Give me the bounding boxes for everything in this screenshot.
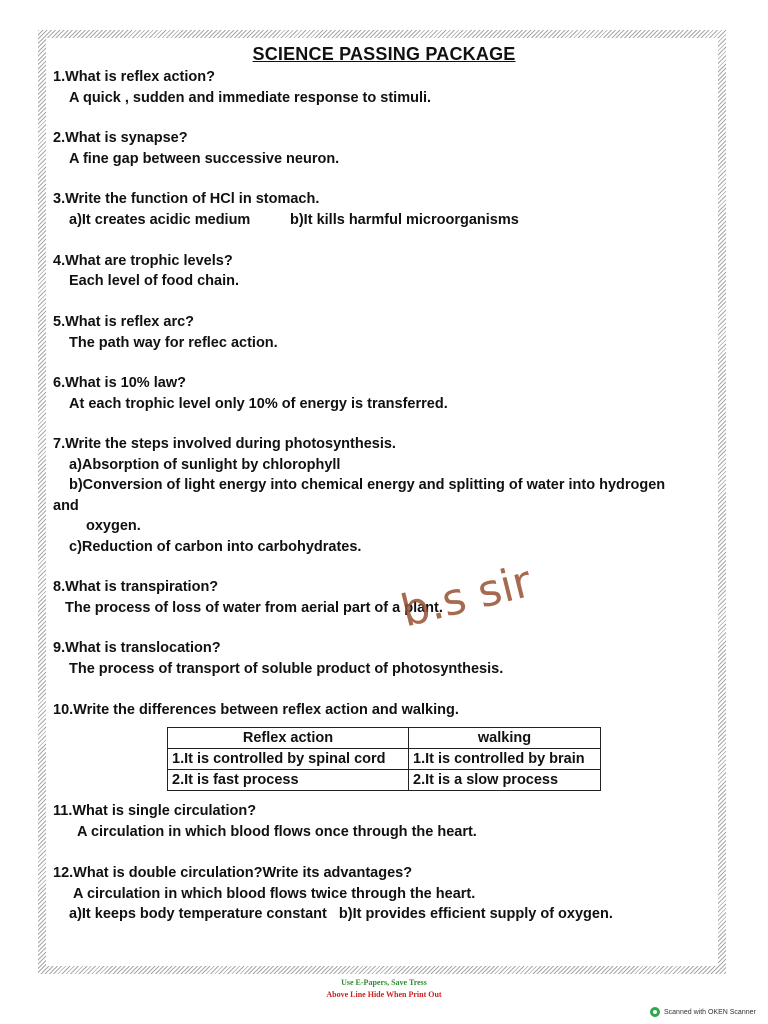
question-2: 2.What is synapse? xyxy=(53,130,188,146)
table-cell: 2.It is a slow process xyxy=(409,770,601,791)
question-4: 4.What are trophic levels? xyxy=(53,253,233,269)
answer-1: A quick , sudden and immediate response to stimuli. xyxy=(69,90,432,106)
footer-note: Use E-Papers, Save Tress xyxy=(341,978,427,987)
answer-11: A circulation in which blood flows once through the heart. xyxy=(77,824,477,840)
answer-9: The process of transport of soluble product of photosynthesis. xyxy=(69,661,504,677)
question-1: 1.What is reflex action? xyxy=(53,69,215,85)
handwritten-watermark: b.s sir xyxy=(396,556,537,638)
question-8: 8.What is transpiration? xyxy=(53,579,219,595)
table-row xyxy=(168,749,601,770)
page-title: SCIENCE PASSING PACKAGE xyxy=(252,44,516,64)
answer-12-advantages: a)It keeps body temperature constant b)It provides efficient supply of oxygen. xyxy=(69,906,613,922)
answer-7a: a)Absorption of sunlight by chlorophyll xyxy=(69,457,341,473)
answer-5: The path way for reflec action. xyxy=(69,335,278,351)
table-cell: 1.It is controlled by spinal cord xyxy=(168,749,409,770)
answer-7b-cont2: oxygen. xyxy=(86,518,141,534)
scanner-logo-icon xyxy=(650,1007,660,1017)
answer-8: The process of loss of water from aerial part of a plant. xyxy=(65,600,443,616)
answer-12: A circulation in which blood flows twice through the heart. xyxy=(73,886,476,902)
question-10: 10.Write the differences between reflex action and walking. xyxy=(53,702,459,718)
table-header-cell: Reflex action xyxy=(168,728,409,749)
table-header-row xyxy=(168,728,601,749)
question-9: 9.What is translocation? xyxy=(53,640,221,656)
table-cell: 1.It is controlled by brain xyxy=(409,749,601,770)
question-3: 3.Write the function of HCl in stomach. xyxy=(53,191,320,207)
differences-table xyxy=(167,727,601,791)
answer-6: At each trophic level only 10% of energy is transferred. xyxy=(69,396,448,412)
answer-4: Each level of food chain. xyxy=(69,273,240,289)
answer-2: A fine gap between successive neuron. xyxy=(69,151,340,167)
question-5: 5.What is reflex arc? xyxy=(53,314,195,330)
question-7: 7.Write the steps involved during photosynthesis. xyxy=(53,436,396,452)
answer-3a: a)It creates acidic medium xyxy=(69,212,251,228)
answer-7c: c)Reduction of carbon into carbohydrates. xyxy=(69,539,362,555)
question-12: 12.What is double circulation?Write its advantages? xyxy=(53,865,413,881)
answer-7b: b)Conversion of light energy into chemical energy and splitting of water into hydrogen xyxy=(69,477,666,493)
scanner-credit xyxy=(650,1007,756,1017)
table-row xyxy=(168,770,601,791)
table-cell: 2.It is fast process xyxy=(168,770,409,791)
question-11: 11.What is single circulation? xyxy=(53,803,257,819)
question-6: 6.What is 10% law? xyxy=(53,375,186,391)
answer-7b-cont: and xyxy=(53,498,79,514)
table-header-cell: walking xyxy=(409,728,601,749)
footer-warning: Above Line Hide When Print Out xyxy=(326,990,442,999)
answer-3b: b)It kills harmful microorganisms xyxy=(290,212,519,228)
scanner-credit-text: Scanned with OKEN Scanner xyxy=(664,1008,756,1016)
